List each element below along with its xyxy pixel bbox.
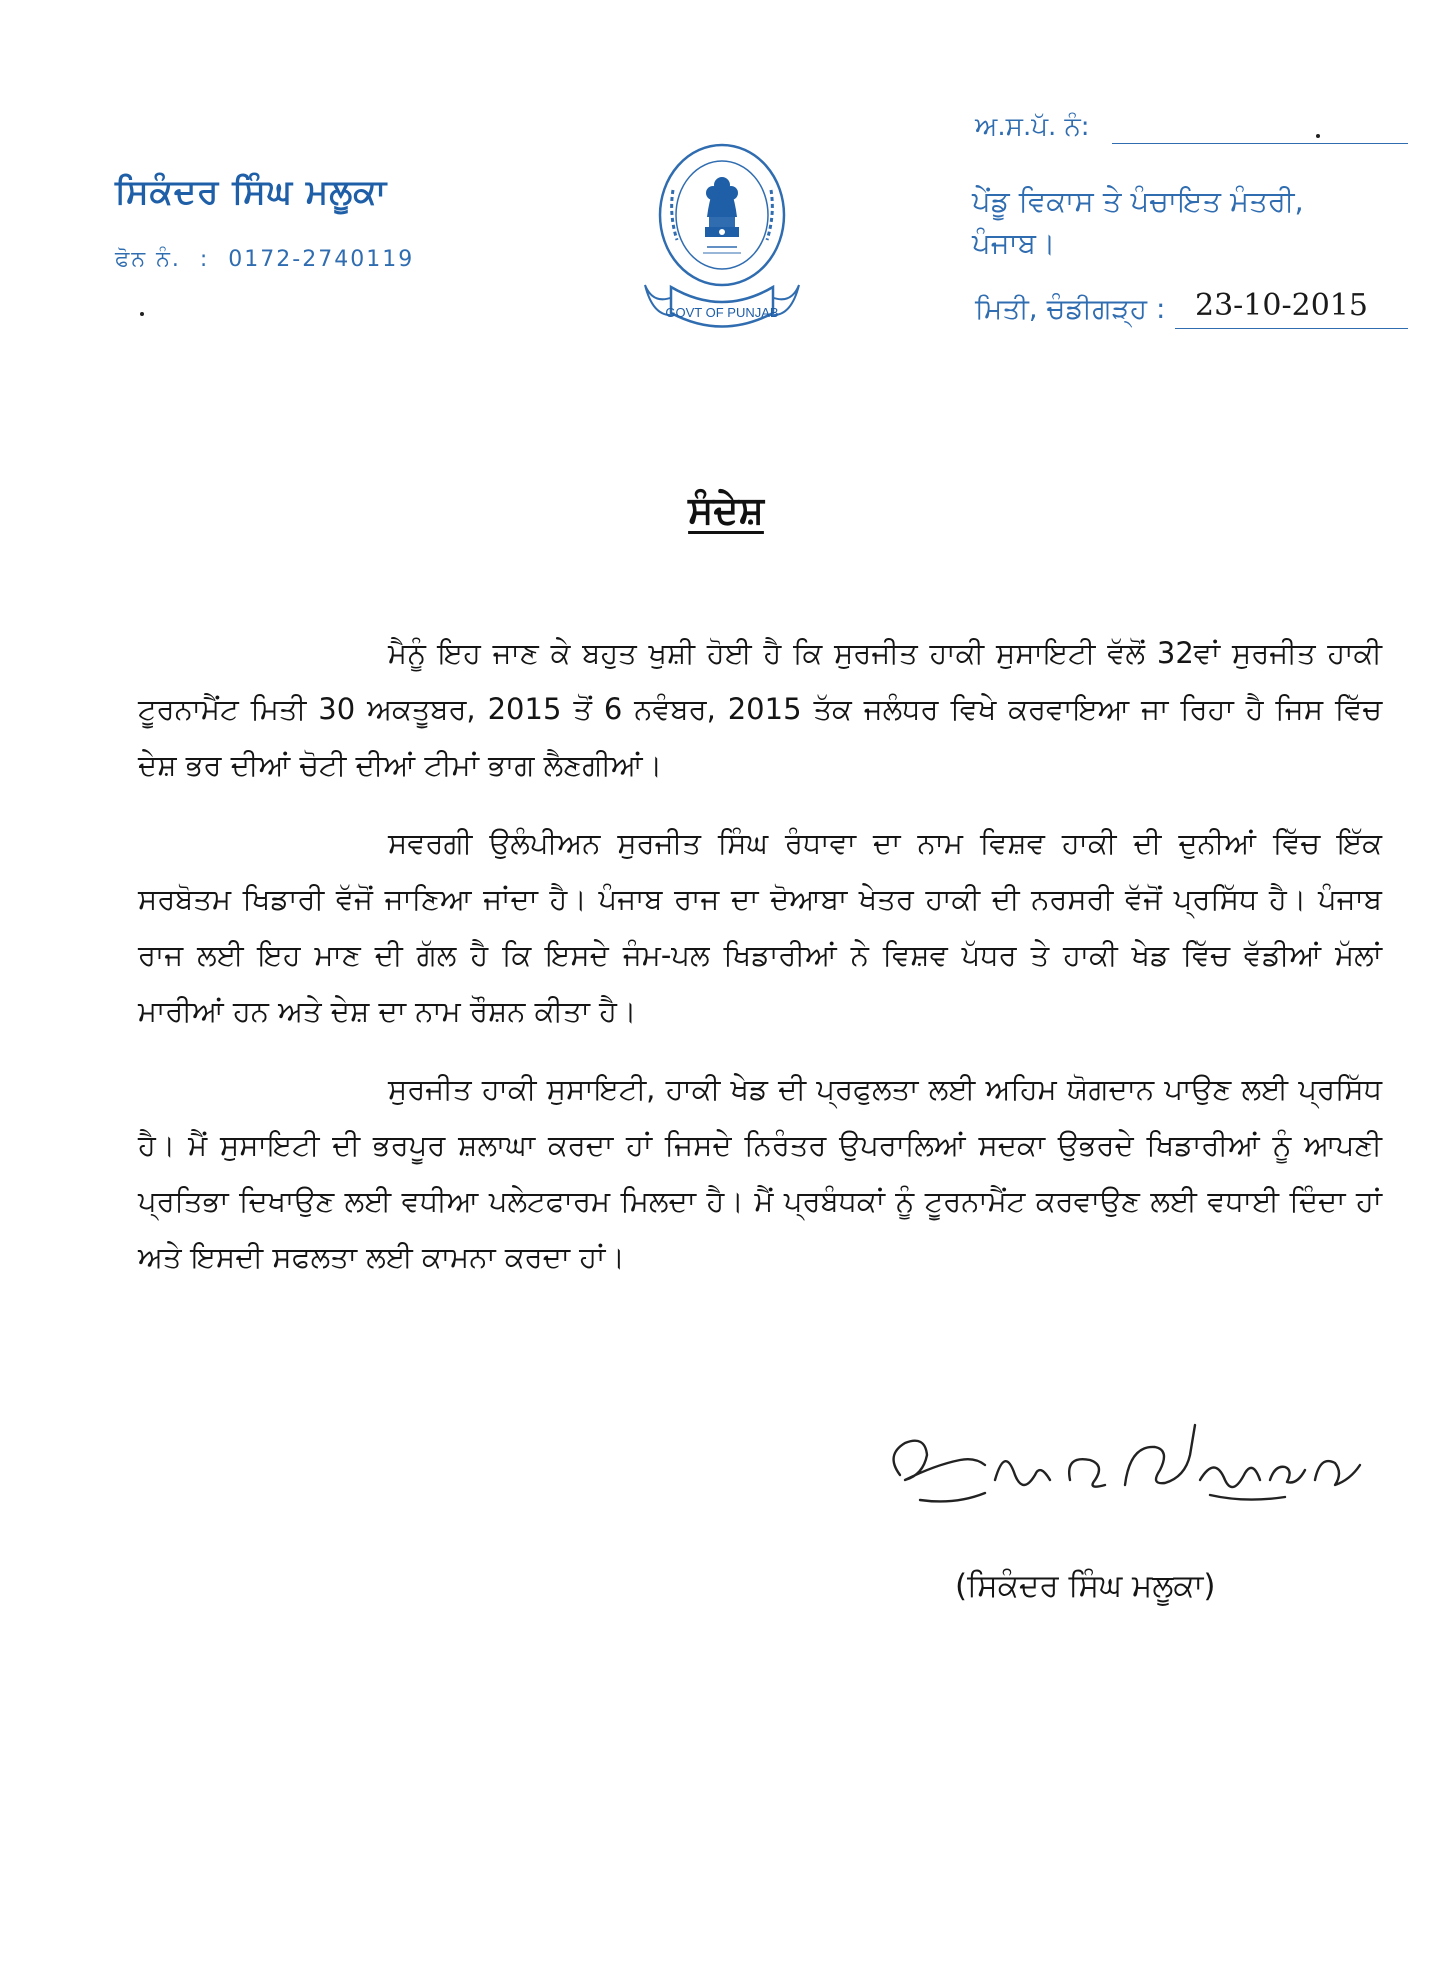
signee-name: (ਸਿਕੰਦਰ ਸਿੰਘ ਮਲੂਕਾ): [955, 1568, 1216, 1604]
phone-row: [115, 247, 414, 272]
body-paragraph: ਮੈਨੂੰ ਇਹ ਜਾਣ ਕੇ ਬਹੁਤ ਖੁਸ਼ੀ ਹੋਈ ਹੈ ਕਿ ਸੁਰਜੀਤ ਹਾਕੀ ਸੁਸਾਇਟੀ ਵੱਲੋਂ 32ਵਾਂ ਸੁਰਜੀਤ ਹਾਕੀ ਟੂਰਨਾਮੈਂਟ ਮਿਤੀ 30 ਅਕਤੂਬਰ, 2015 ਤੋਂ 6 ਨਵੰਬਰ, 2015 ਤੱਕ ਜਲੰਧਰ ਵਿਖੇ ਕਰਵਾਇਆ ਜਾ ਰਿਹਾ ਹੈ ਜਿਸ ਵਿੱਚ ਦੇਸ਼ ਭਰ ਦੀਆਂ ਚੋਟੀ ਦੀਆਂ ਟੀਮਾਂ ਭਾਗ ਲੈਣਗੀਆਂ।: [138, 636, 1382, 782]
handwritten-signature-icon: [865, 1385, 1385, 1545]
body-paragraph: ਸੁਰਜੀਤ ਹਾਕੀ ਸੁਸਾਇਟੀ, ਹਾਕੀ ਖੇਡ ਦੀ ਪ੍ਰਫੁਲਤਾ ਲਈ ਅਹਿਮ ਯੋਗਦਾਨ ਪਾਉਣ ਲਈ ਪ੍ਰਸਿੱਧ ਹੈ। ਮੈਂ ਸੁਸਾਇਟੀ ਦੀ ਭਰਪੂਰ ਸ਼ਲਾਘਾ ਕਰਦਾ ਹਾਂ ਜਿਸਦੇ ਨਿਰੰਤਰ ਉਪਰਾਲਿਆਂ ਸਦਕਾ ਉਭਰਦੇ ਖਿਡਾਰੀਆਂ ਨੂੰ ਆਪਣੀ ਪ੍ਰਤਿਭਾ ਦਿਖਾਉਣ ਲਈ ਵਧੀਆ ਪਲੇਟਫਾਰਮ ਮਿਲਦਾ ਹੈ। ਮੈਂ ਪ੍ਰਬੰਧਕਾਂ ਨੂੰ ਟੂਰਨਾਮੈਂਟ ਕਰਵਾਉਣ ਲਈ ਵਧਾਈ ਦਿੰਦਾ ਹਾਂ ਅਤੇ ਇਸਦੀ ਸਫਲਤਾ ਲਈ ਕਾਮਨਾ ਕਰਦਾ ਹਾਂ।: [138, 1072, 1382, 1274]
date-label: ਮਿਤੀ, ਚੰਡੀਗੜ੍ਹ :: [975, 292, 1166, 325]
minister-name: ਸਿਕੰਦਰ ਸਿੰਘ ਮਲੂਕਾ: [115, 172, 388, 212]
date-line: [1175, 328, 1408, 329]
department-block: [972, 180, 1392, 264]
letter-body: [138, 625, 1382, 1307]
phone-separator: :: [199, 247, 210, 272]
reference-number-line: [1112, 143, 1408, 144]
reference-dot: [1316, 134, 1320, 138]
body-paragraph: ਸਵਰਗੀ ਉਲੰਪੀਅਨ ਸੁਰਜੀਤ ਸਿੰਘ ਰੰਧਾਵਾ ਦਾ ਨਾਮ ਵਿਸ਼ਵ ਹਾਕੀ ਦੀ ਦੁਨੀਆਂ ਵਿੱਚ ਇੱਕ ਸਰਬੋਤਮ ਖਿਡਾਰੀ ਵੱਜੋਂ ਜਾਣਿਆ ਜਾਂਦਾ ਹੈ। ਪੰਜਾਬ ਰਾਜ ਦਾ ਦੋਆਬਾ ਖੇਤਰ ਹਾਕੀ ਦੀ ਨਰਸਰੀ ਵੱਜੋਂ ਪ੍ਰਸਿੱਧ ਹੈ। ਪੰਜਾਬ ਰਾਜ ਲਈ ਇਹ ਮਾਣ ਦੀ ਗੱਲ ਹੈ ਕਿ ਇਸਦੇ ਜੰਮ-ਪਲ ਖਿਡਾਰੀਆਂ ਨੇ ਵਿਸ਼ਵ ਪੱਧਰ ਤੇ ਹਾਕੀ ਖੇਡ ਵਿੱਚ ਵੱਡੀਆਂ ਮੱਲਾਂ ਮਾਰੀਆਂ ਹਨ ਅਤੇ ਦੇਸ਼ ਦਾ ਨਾਮ ਰੌਸ਼ਨ ਕੀਤਾ ਹੈ।: [138, 826, 1382, 1028]
date-value: 23-10-2015: [1195, 288, 1368, 323]
department-line-1: ਪੇਂਡੂ ਵਿਕਾਸ ਤੇ ਪੰਚਾਇਤ ਮੰਤਰੀ,: [972, 184, 1304, 218]
emblem-label: GOVT OF PUNJAB: [665, 305, 779, 320]
state-emblem-seal-icon: [633, 135, 811, 340]
department-line-2: ਪੰਜਾਬ।: [972, 226, 1056, 260]
reference-number-label: ਅ.ਸ.ਪੱ. ਨੰ:: [975, 112, 1090, 142]
letter-title: [0, 488, 1452, 533]
phone-label: ਫੋਨ ਨੰ.: [115, 247, 181, 272]
phone-number: 0172-2740119: [228, 247, 415, 272]
letter-title-text: ਸੰਦੇਸ਼: [688, 488, 764, 532]
stray-mark: [140, 312, 144, 316]
